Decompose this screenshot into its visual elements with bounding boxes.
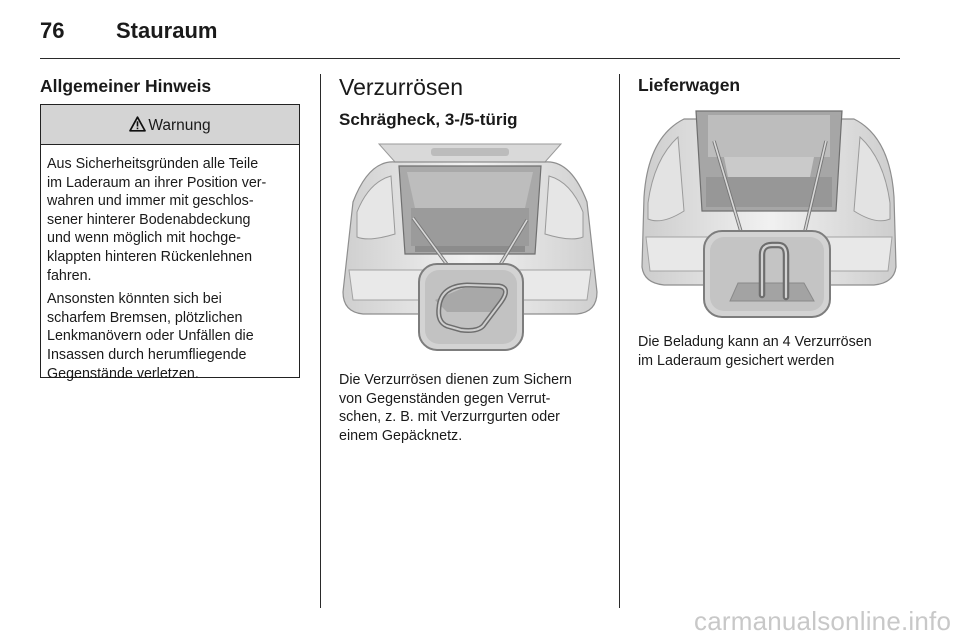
van-description — [638, 333, 906, 370]
warning-body — [41, 145, 299, 383]
warning-triangle-icon — [129, 107, 146, 148]
text-line: und wenn möglich mit hochge- — [47, 230, 241, 247]
text-line: Die Beladung kann an 4 Verzurrösen — [638, 334, 872, 350]
text-line: einem Gepäcknetz. — [339, 427, 463, 444]
text-line: Gegenstände verletzen. — [47, 365, 199, 382]
warning-paragraph — [47, 155, 293, 285]
header-rule — [40, 58, 900, 59]
text-line: im Laderaum an ihrer Position ver- — [47, 174, 267, 191]
hatchback-illustration — [339, 142, 601, 354]
text-line: fahren. — [47, 267, 92, 284]
page-number: 76 — [40, 18, 65, 43]
text-line: von Gegenständen gegen Verrut- — [339, 390, 551, 407]
text-line: sener hinterer Bodenabdeckung — [47, 211, 251, 228]
watermark: carmanualsonline.info — [694, 606, 952, 636]
column-divider — [320, 74, 321, 608]
section-title: Stauraum — [116, 18, 218, 43]
warning-paragraph — [47, 290, 293, 383]
text-line: Insassen durch herumfliegende — [47, 346, 247, 363]
text-line: Aus Sicherheitsgründen alle Teile — [47, 156, 259, 172]
tie-down-heading: Verzurrösen — [339, 74, 464, 100]
warning-header — [41, 105, 299, 145]
hatchback-description — [339, 371, 607, 445]
hatchback-heading: Schrägheck, 3-/5-türig — [339, 110, 518, 129]
van-heading: Lieferwagen — [638, 75, 741, 95]
text-line: Ansonsten könnten sich bei — [47, 291, 222, 308]
text-line: schen, z. B. mit Verzurrgurten oder — [339, 409, 560, 426]
text-line: klappten hinteren Rückenlehnen — [47, 248, 253, 265]
van-illustration — [638, 107, 900, 319]
warning-title: Warnung — [148, 117, 211, 134]
text-line: im Laderaum gesichert werden — [638, 352, 835, 369]
text-line: Die Verzurrösen dienen zum Sichern — [339, 372, 572, 388]
warning-box — [40, 104, 300, 382]
text-line: scharfem Bremsen, plötzlichen — [47, 309, 243, 326]
text-line: wahren und immer mit geschlos- — [47, 193, 254, 210]
text-line: Lenkmanövern oder Unfällen die — [47, 328, 254, 345]
column-divider — [619, 74, 620, 608]
general-notes-heading: Allgemeiner Hinweis — [40, 76, 212, 96]
